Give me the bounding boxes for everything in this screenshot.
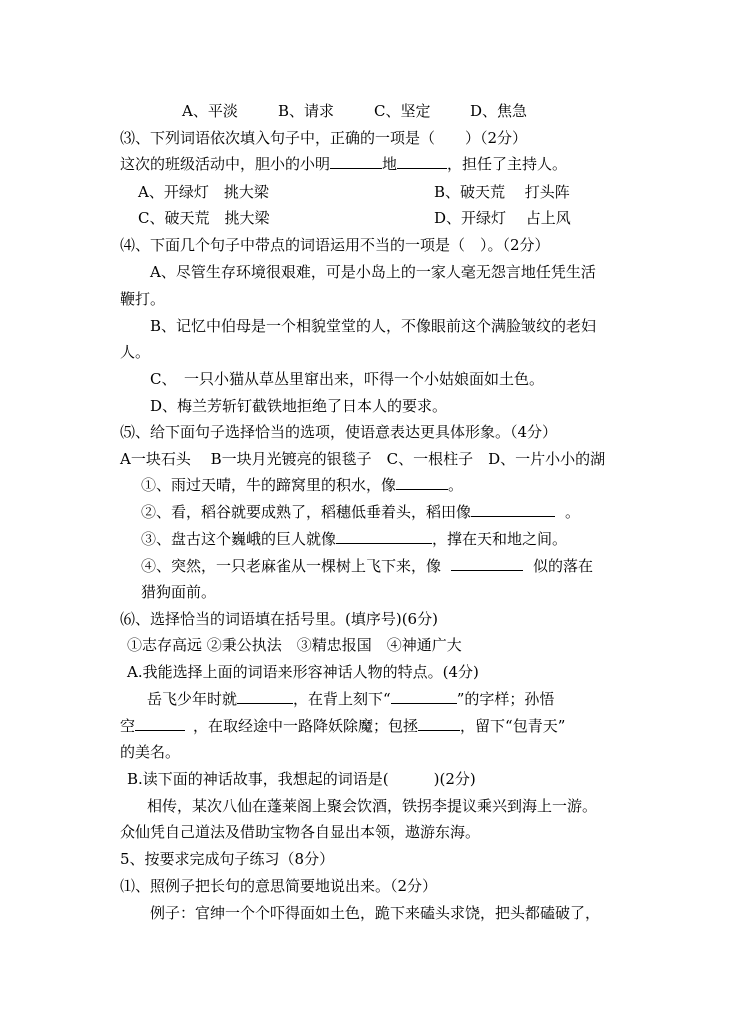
- q2-option-d: D、焦急: [470, 102, 528, 120]
- q6-part-b-title: B.读下面的神话故事，我想起的词语是( )(2分): [127, 770, 476, 788]
- q6-title: ⑹、选择恰当的词语填在括号里。(填序号)(6分): [120, 610, 438, 628]
- q5-s1-end: 。: [448, 476, 464, 494]
- q6-part-a-title: A.我能选择上面的词语来形容神话人物的特点。(4分): [127, 663, 479, 681]
- q3-sentence-part2: 地: [382, 155, 398, 173]
- blank-line: [451, 556, 523, 571]
- q6-a1-part2: ，在背上刻下“: [293, 690, 391, 708]
- q2-option-a: A、平淡: [182, 102, 238, 120]
- blank-line: [396, 475, 448, 490]
- q4-option-b-line1: B、记忆中伯母是一个相貌堂堂的人，不像眼前这个满脸皱纹的老妇: [150, 317, 597, 335]
- blank-line: [237, 689, 293, 704]
- q6-part-a-line1: [147, 689, 554, 709]
- q5-title: ⑸、给下面句子选择恰当的选项，使语意表达更具体形象。（4分）: [120, 423, 558, 441]
- q6-choices: ①志存高远 ②秉公执法 ③精忠报国 ④神通广大: [127, 636, 462, 654]
- q5-s2-end: 。: [565, 503, 581, 521]
- q3-sentence-part3: ，担任了主持人。: [447, 155, 568, 173]
- q5-s1-text: ①、雨过天晴，牛的蹄窝里的积水，像: [141, 476, 397, 494]
- blank-line: [397, 154, 447, 169]
- q2-option-b: B、请求: [278, 102, 335, 120]
- q5-sentence-4: [141, 556, 593, 576]
- q4-option-a-line1: A、尽管生存环境很艰难，可是小岛上的一家人毫无怨言地任凭生活: [150, 263, 596, 281]
- q5-s4-end: 似的落在: [533, 557, 594, 575]
- q3-sentence: [120, 154, 567, 174]
- q4-option-d: D、梅兰芳斩钉截铁地拒绝了日本人的要求。: [150, 397, 448, 415]
- q5-sentence-2: [141, 502, 580, 522]
- q5-s3-text: ③、盘古这个巍峨的巨人就像: [141, 530, 337, 548]
- q6-a2-part3: ，留下“包青天”: [460, 717, 566, 735]
- q5-options: A一块石头 B一块月光镀亮的银毯子 C、一根柱子 D、一片小小的湖: [120, 450, 606, 468]
- q3-option-b: B、破天荒 打头阵: [434, 183, 570, 201]
- blank-line: [391, 689, 457, 704]
- q4-option-b-line2: 人。: [120, 343, 151, 361]
- q3-title: ⑶、下列词语依次填入句子中，正确的一项是（ ）（2分）: [120, 129, 528, 147]
- q5-sentence-3: [141, 529, 567, 549]
- q5-sentence-4-line2: 猎狗面前。: [141, 583, 217, 601]
- q3-option-c: C、破天荒 挑大梁: [138, 209, 270, 227]
- q6-a1-part1: 岳飞少年时就: [147, 690, 238, 708]
- section5-title: 5、按要求完成句子练习（8分）: [120, 850, 335, 868]
- q3-sentence-part1: 这次的班级活动中，胆小的小明: [120, 155, 331, 173]
- q5-sentence-1: [141, 475, 463, 495]
- q5-s2-text: ②、看，稻谷就要成熟了，稻穗低垂着头，稻田像: [141, 503, 472, 521]
- q6-a2-part2: ，在取经途中一路降妖除魔；包拯: [193, 717, 419, 735]
- q4-option-c: C、 一只小猫从草丛里窜出来，吓得一个小姑娘面如土色。: [150, 370, 544, 388]
- q3-option-a: A、开绿灯 挑大梁: [138, 183, 269, 201]
- q6-part-b-line2: 众仙凭自己道法及借助宝物各自显出本领，遨游东海。: [120, 823, 481, 841]
- section5-q1: ⑴、照例子把长句的意思简要地说出来。（2分）: [120, 877, 438, 895]
- blank-line: [330, 154, 382, 169]
- q6-a2-part1: 空: [120, 717, 136, 735]
- q4-option-a-line2: 鞭打。: [120, 290, 166, 308]
- blank-line: [418, 716, 460, 731]
- blank-line: [336, 529, 432, 544]
- q6-part-a-line3: 的美名。: [120, 743, 181, 761]
- q6-part-a-line2: [120, 716, 565, 736]
- q3-option-d: D、开绿灯 占上风: [434, 209, 571, 227]
- q2-option-c: C、坚定: [374, 102, 431, 120]
- blank-line: [471, 502, 555, 517]
- q6-a1-part3: ”的字样；孙悟: [456, 690, 555, 708]
- q5-s4-text: ④、突然，一只老麻雀从一棵树上飞下来，像: [141, 557, 442, 575]
- section5-example: 例子：官绅一个个吓得面如土色，跪下来磕头求饶，把头都磕破了，: [150, 904, 601, 922]
- q4-title: ⑷、下面几个句子中带点的词语运用不当的一项是（ ）。（2分）: [120, 236, 550, 254]
- q5-s3-end: ，撑在天和地之间。: [432, 530, 568, 548]
- blank-line: [135, 716, 185, 731]
- q6-part-b-line1: 相传，某次八仙在蓬莱阁上聚会饮酒，铁拐李提议乘兴到海上一游。: [147, 797, 598, 815]
